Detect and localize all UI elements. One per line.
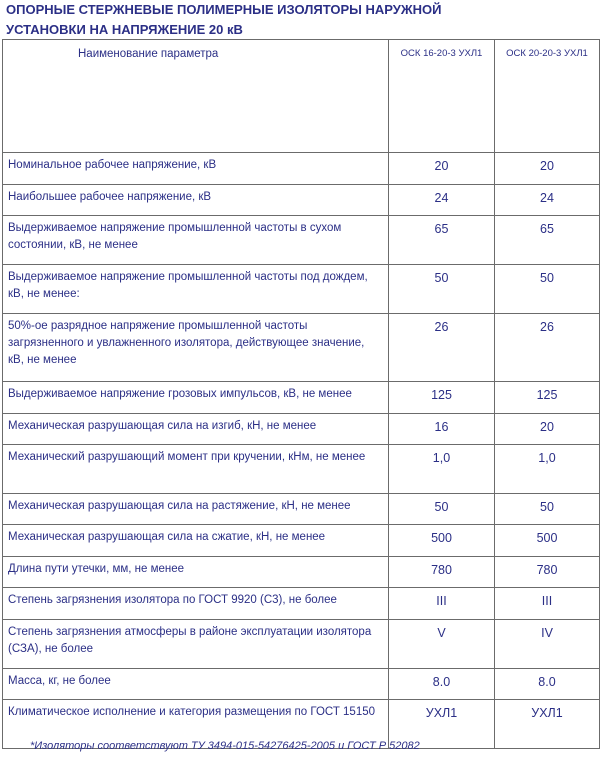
param-name: Механическая разрушающая сила на изгиб, кН, не менее <box>3 414 389 445</box>
value-osk16: 16 <box>389 414 495 445</box>
value-osk20: 65 <box>495 216 600 265</box>
table-row <box>3 525 600 557</box>
table-row <box>3 314 600 382</box>
table-row <box>3 557 600 588</box>
value-osk16: 24 <box>389 185 495 216</box>
value-osk20: 500 <box>495 525 600 557</box>
param-name: Выдерживаемое напряжение промышленной частоты в сухом состоянии, кВ, не менее <box>3 216 389 265</box>
header-col1: ОСК 16-20-3 УХЛ1 <box>389 40 495 153</box>
title-line-2: УСТАНОВКИ НА НАПРЯЖЕНИЕ 20 кВ <box>6 22 243 37</box>
value-osk20: 1,0 <box>495 445 600 494</box>
value-osk16: 500 <box>389 525 495 557</box>
table-row <box>3 588 600 620</box>
value-osk16: 50 <box>389 265 495 314</box>
table-row <box>3 185 600 216</box>
table-row <box>3 669 600 700</box>
value-osk20: 50 <box>495 265 600 314</box>
footnote: *Изоляторы соответствуют ТУ 3494-015-54276425-2005 и ГОСТ Р 52082 <box>30 740 420 752</box>
param-name: Механический разрушающий момент при кручении, кНм, не менее <box>3 445 389 494</box>
param-name: Механическая разрушающая сила на растяжение, кН, не менее <box>3 494 389 525</box>
table-header-row <box>3 40 600 153</box>
value-osk20: УХЛ1 <box>495 700 600 749</box>
param-name: 50%-ое разрядное напряжение промышленной частоты загрязненного и увлажненного изолятора, действующее значение, кВ, не менее <box>3 314 389 382</box>
value-osk20: 125 <box>495 382 600 414</box>
value-osk20: 50 <box>495 494 600 525</box>
parameters-table <box>2 39 600 749</box>
value-osk16: III <box>389 588 495 620</box>
table-row <box>3 620 600 669</box>
value-osk16: УХЛ1 <box>389 700 495 749</box>
param-name: Механическая разрушающая сила на сжатие, кН, не менее <box>3 525 389 557</box>
title-line-1: ОПОРНЫЕ СТЕРЖНЕВЫЕ ПОЛИМЕРНЫЕ ИЗОЛЯТОРЫ НАРУЖНОЙ <box>6 2 442 17</box>
value-osk16: 65 <box>389 216 495 265</box>
table-row <box>3 153 600 185</box>
param-name: Наибольшее рабочее напряжение, кВ <box>3 185 389 216</box>
value-osk16: 8.0 <box>389 669 495 700</box>
value-osk20: 24 <box>495 185 600 216</box>
table-row <box>3 494 600 525</box>
table-row <box>3 414 600 445</box>
param-name: Степень загрязнения атмосферы в районе эксплуатации изолятора (СЗА), не более <box>3 620 389 669</box>
table-row <box>3 216 600 265</box>
table-row <box>3 445 600 494</box>
table-row <box>3 265 600 314</box>
param-name: Выдерживаемое напряжение грозовых импульсов, кВ, не менее <box>3 382 389 414</box>
header-param: Наименование параметра <box>3 40 389 153</box>
value-osk16: 1,0 <box>389 445 495 494</box>
header-col2: ОСК 20-20-3 УХЛ1 <box>495 40 600 153</box>
value-osk16: 26 <box>389 314 495 382</box>
value-osk20: 20 <box>495 414 600 445</box>
value-osk16: 50 <box>389 494 495 525</box>
param-name: Масса, кг, не более <box>3 669 389 700</box>
param-name: Длина пути утечки, мм, не менее <box>3 557 389 588</box>
param-name: Степень загрязнения изолятора по ГОСТ 9920 (С3), не более <box>3 588 389 620</box>
value-osk20: IV <box>495 620 600 669</box>
param-name: Климатическое исполнение и категория размещения по ГОСТ 15150 <box>3 700 389 749</box>
param-name: Номинальное рабочее напряжение, кВ <box>3 153 389 185</box>
value-osk20: 780 <box>495 557 600 588</box>
value-osk20: 8.0 <box>495 669 600 700</box>
value-osk16: V <box>389 620 495 669</box>
param-name: Выдерживаемое напряжение промышленной частоты под дождем, кВ, не менее: <box>3 265 389 314</box>
table-row <box>3 382 600 414</box>
value-osk20: III <box>495 588 600 620</box>
value-osk20: 26 <box>495 314 600 382</box>
value-osk16: 125 <box>389 382 495 414</box>
page-title <box>6 0 566 40</box>
value-osk16: 20 <box>389 153 495 185</box>
value-osk16: 780 <box>389 557 495 588</box>
value-osk20: 20 <box>495 153 600 185</box>
